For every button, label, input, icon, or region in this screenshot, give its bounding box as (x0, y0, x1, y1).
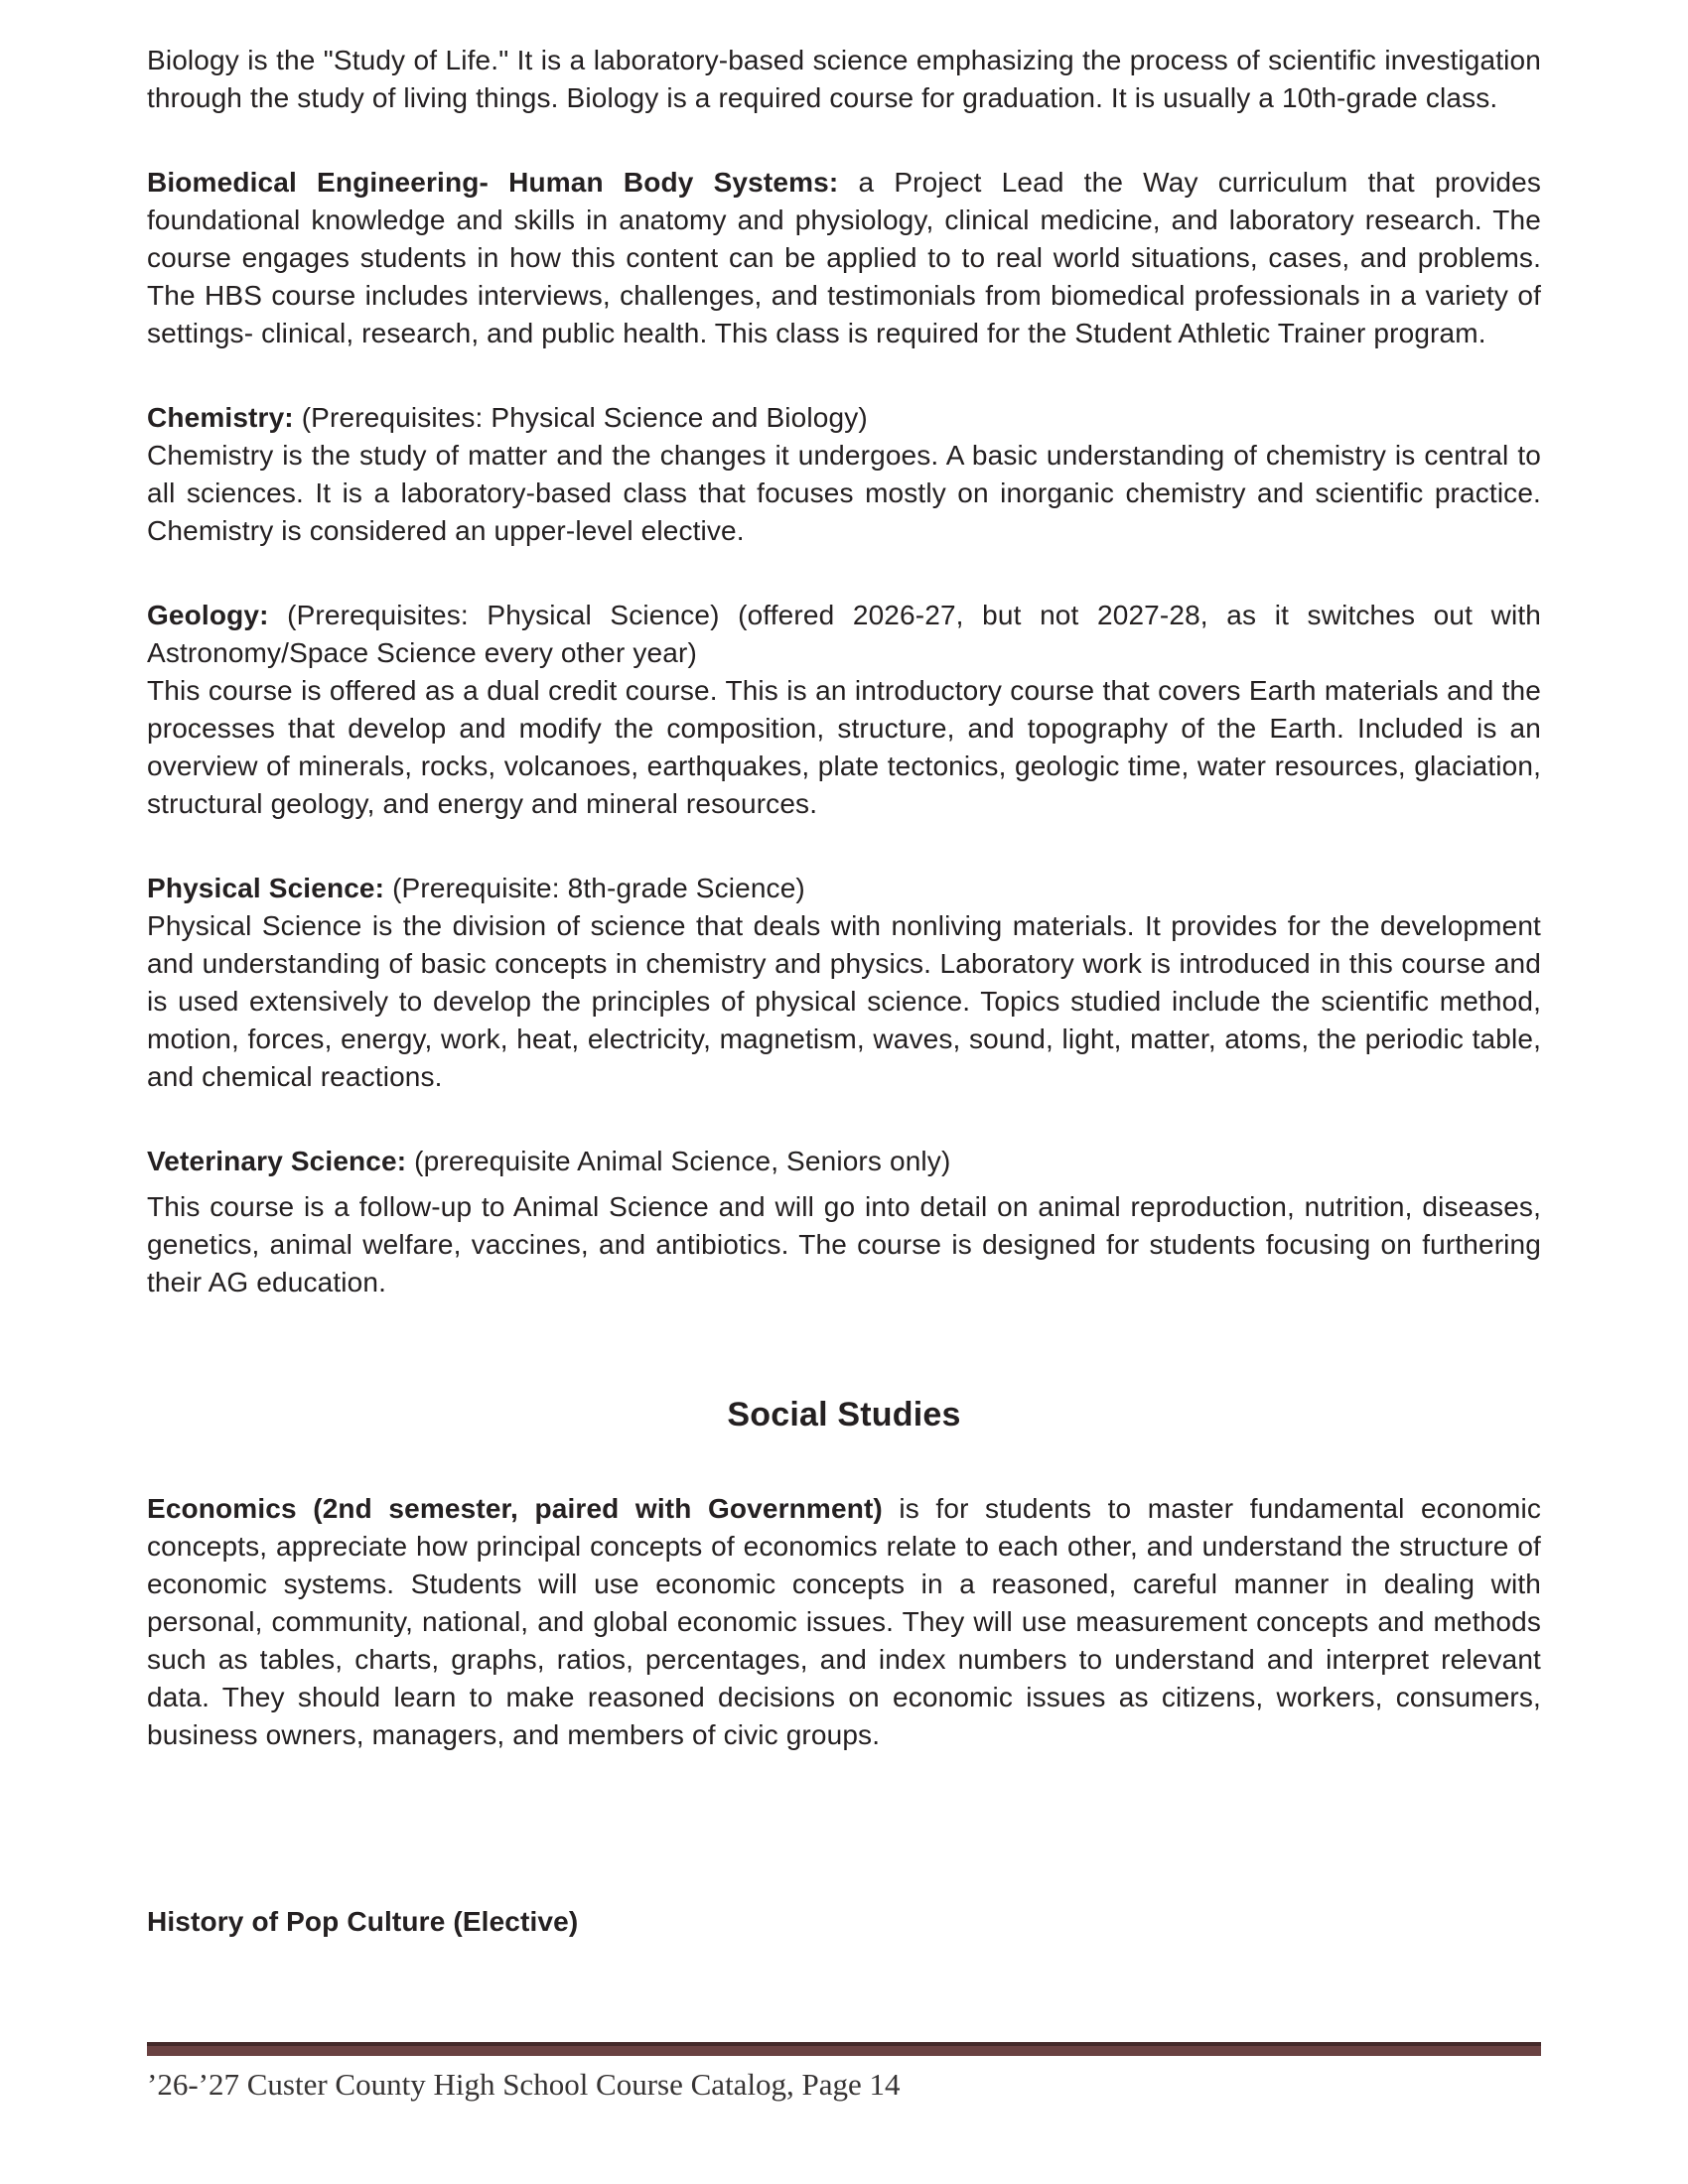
prerequisite-note: (prerequisite Animal Science, Seniors only) (406, 1146, 951, 1176)
footer-text: ’26-’27 Custer County High School Course Catalog, Page 14 (147, 2067, 901, 2102)
course-title: Geology: (147, 600, 269, 630)
economics-paragraph (147, 1490, 1541, 1754)
course-title: Chemistry: (147, 402, 294, 433)
veterinary-science-description (147, 1188, 1541, 1301)
course-title: Veterinary Science: (147, 1146, 407, 1176)
prerequisite-note: (Prerequisites: Physical Science) (offered 2026-27, but not 2027-28, as it switches out with Astronomy/Space Science every other year) (147, 600, 1541, 668)
prerequisite-note: (Prerequisite: 8th-grade Science) (384, 873, 805, 903)
geology-description (147, 672, 1541, 823)
chemistry-heading (147, 399, 1541, 437)
history-of-pop-culture-heading (147, 1903, 1541, 1941)
text-run: This course is offered as a dual credit course. This is an introductory course that covers Earth materials and the processes that develop and modify the composition, structure, and topography of the Earth. Included is an overview of minerals, rocks, volcanoes, earthquakes, plate tectonics, geologic time, water resources, glaciation, structural geology, and energy and mineral resources. (147, 675, 1541, 819)
course-title: History of Pop Culture (Elective) (147, 1906, 579, 1937)
footer-rule (147, 2042, 1541, 2056)
course-title: Physical Science: (147, 873, 385, 903)
prerequisite-note: (Prerequisites: Physical Science and Biology) (293, 402, 868, 433)
page-content (147, 42, 1541, 1941)
text-run: Physical Science is the division of science that deals with nonliving materials. It provides for the development and understanding of basic concepts in chemistry and physics. Laboratory work is introduced in this course and is used extensively to develop the principles of physical science. Topics studied include the scientific method, motion, forces, energy, work, heat, electricity, magnetism, waves, sound, light, matter, atoms, the periodic table, and chemical reactions. (147, 910, 1541, 1092)
biology-description (147, 42, 1541, 117)
physical-science-description (147, 907, 1541, 1096)
biomedical-hbs-paragraph (147, 164, 1541, 352)
physical-science-heading (147, 870, 1541, 907)
chemistry-description (147, 437, 1541, 550)
text-run: Chemistry is the study of matter and the changes it undergoes. A basic understanding of chemistry is central to all sciences. It is a laboratory-based class that focuses mostly on inorganic chemistry and scientific practice. Chemistry is considered an upper-level elective. (147, 440, 1541, 546)
text-run: Biology is the "Study of Life." It is a laboratory-based science emphasizing the process of scientific investigation through the study of living things. Biology is a required course for graduation. It is usually a 10th-grade class. (147, 45, 1541, 113)
course-title: Economics (2nd semester, paired with Government) (147, 1493, 883, 1524)
social-studies-section-title: Social Studies (727, 1396, 961, 1433)
text-run: This course is a follow-up to Animal Science and will go into detail on animal reproduction, nutrition, diseases, genetics, animal welfare, vaccines, and antibiotics. The course is designed for students focusing on furthering their AG education. (147, 1191, 1541, 1297)
geology-heading (147, 597, 1541, 672)
text-run: a Project Lead the Way curriculum that provides foundational knowledge and skills in anatomy and physiology, clinical medicine, and laboratory research. The course engages students in how this content can be applied to to real world situations, cases, and problems. The HBS course includes interviews, challenges, and testimonials from biomedical professionals in a variety of settings- clinical, research, and public health. This class is required for the Student Athletic Trainer program. (147, 167, 1541, 348)
text-run: is for students to master fundamental economic concepts, appreciate how principal concepts of economics relate to each other, and understand the structure of economic systems. Students will use economic concepts in a reasoned, careful manner in dealing with personal, community, national, and global economic issues. They will use measurement concepts and methods such as tables, charts, graphs, ratios, percentages, and index numbers to understand and interpret relevant data. They should learn to make reasoned decisions on economic issues as citizens, workers, consumers, business owners, managers, and members of civic groups. (147, 1493, 1541, 1750)
course-title: Biomedical Engineering- Human Body Systems: (147, 167, 839, 198)
veterinary-science-heading (147, 1143, 1541, 1180)
